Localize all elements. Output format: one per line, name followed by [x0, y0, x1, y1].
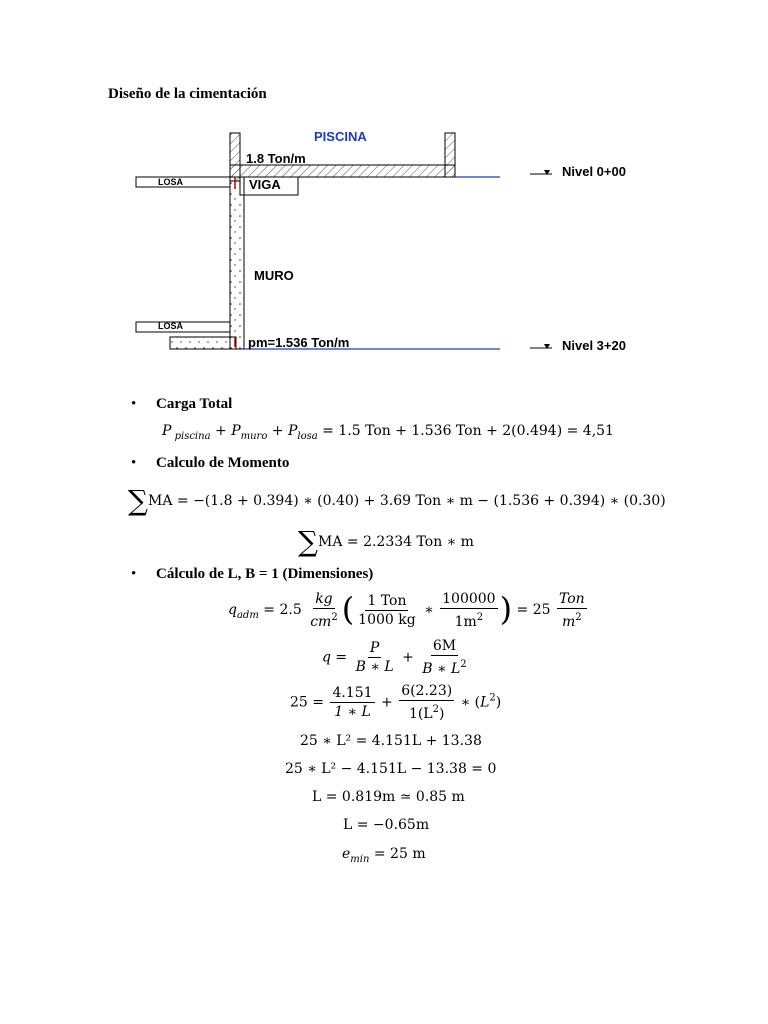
bullet-dimensiones: • — [131, 566, 137, 582]
section-carga-total: Carga Total — [156, 396, 233, 412]
carga-piscina-label: 1.8 Ton/m — [246, 151, 306, 166]
frac-ton-kg: $\frac{\text{1 Ton}}{1000 kg}$ — [358, 592, 416, 628]
frac-cm-m: $\frac{100000}{1m^2}$ — [442, 590, 496, 630]
section-momento: Calculo de Momento — [156, 455, 290, 471]
foundation-diagram — [130, 125, 650, 365]
nivel-top-label: Nivel 0+00 — [562, 164, 626, 179]
equation-ma2: ∑MA = 2.2334 Ton ∗ m — [298, 525, 474, 558]
bullet-momento: • — [131, 455, 137, 471]
muro-label: MURO — [254, 268, 294, 283]
equation-ma1: ∑MA = −(1.8 + 0.394) ∗ (0.40) + 3.69 Ton ∗ m − (1.536 + 0.394) ∗ (0.30) — [128, 484, 666, 517]
ma2-rhs: MA = 2.2334 Ton ∗ m — [318, 534, 474, 550]
equation-line1: 25 ∗ L² = 4.151L + 13.38 — [300, 733, 482, 749]
viga-label: VIGA — [249, 177, 281, 192]
piscina-label: PISCINA — [314, 129, 367, 144]
pm-label: pm=1.536 Ton/m — [248, 335, 350, 350]
equation-line3: L = 0.819m ≃ 0.85 m — [312, 789, 465, 805]
nivel-bottom-label: Nivel 3+20 — [562, 338, 626, 353]
page-title: Diseño de la cimentación — [108, 86, 267, 102]
ma1-rhs: MA = −(1.8 + 0.394) ∗ (0.40) + 3.69 Ton ∗ m − (1.536 + 0.394) ∗ (0.30) — [148, 493, 666, 509]
equation-25: 25 = $\frac{4.151}{1 ∗ L}$ + $\frac{6(2.23)}{1(L^2)}$ ∗ $(L^2)$ — [290, 683, 502, 722]
losa-top-label: LOSA — [158, 177, 184, 187]
qadm-coef: 2.5 — [279, 602, 302, 618]
frac-kg-cm2: $\frac{kg}{cm^2}$ — [310, 590, 338, 630]
equation-q: q = $\frac{P}{B ∗ L}$ + $\frac{6M}{B ∗ L^2}$ — [322, 638, 467, 677]
equation-line2: 25 ∗ L² − 4.151L − 13.38 = 0 — [285, 761, 497, 777]
losa-bottom-label: LOSA — [158, 321, 184, 331]
equation-line4: L = −0.65m — [343, 817, 430, 833]
equation-qadm: $q_{adm} = 2.5$ $\frac{kg}{cm^2}$ ( $\frac{\text{1 Ton}}{1000 kg}$ ∗ $\frac{100000}{1m^2}$ ) = 25 $\frac{\text{Ton}}{m^2}$ — [228, 590, 585, 630]
section-dimensiones: Cálculo de L, B = 1 (Dimensiones) — [156, 566, 374, 582]
equation-carga: P $_{piscina} + P_{muro} + P_{losa} = 1.5$ Ton + 1.536 Ton + 2(0.494) = 4,51 — [162, 423, 614, 442]
carga-rhs: = 1.5 Ton + 1.536 Ton + 2(0.494) = 4,51 — [322, 423, 614, 439]
bullet-carga: • — [131, 396, 137, 412]
frac-ton-m2: $\frac{\text{Ton}}{m^2}$ — [558, 590, 585, 630]
equation-line5: $e_{min} = 25$ m — [342, 846, 426, 865]
